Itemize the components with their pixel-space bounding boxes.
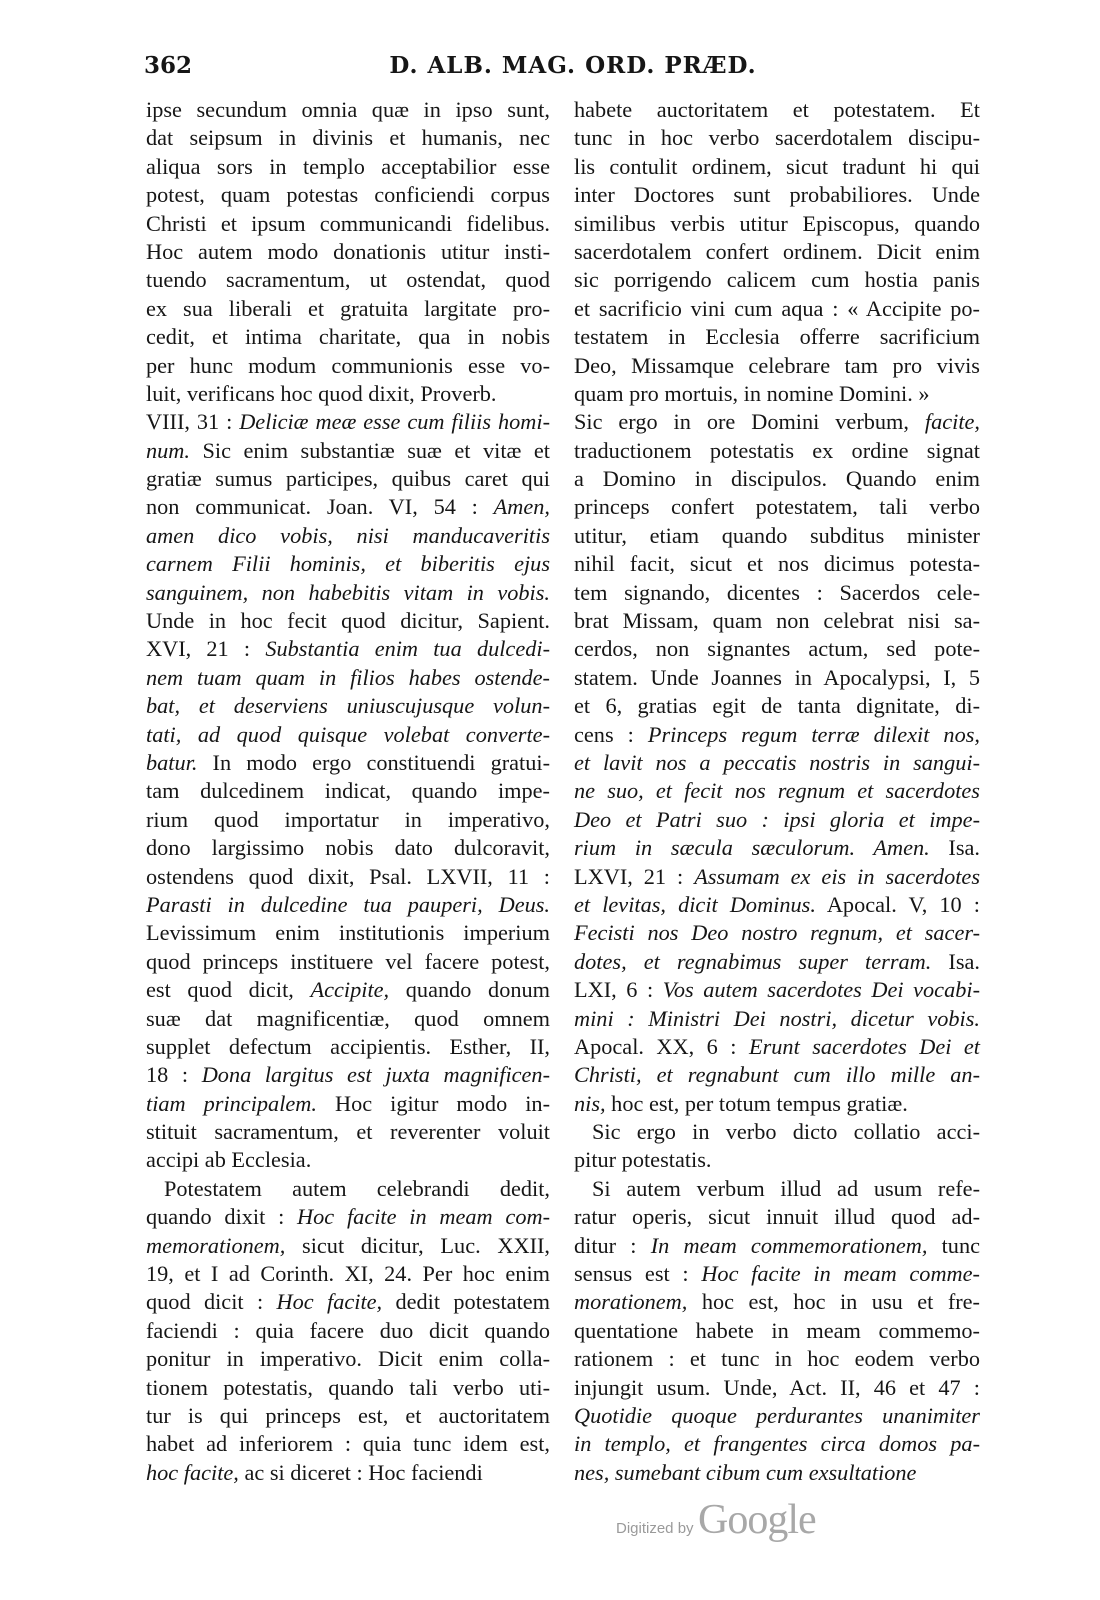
text-run: gratiæ sumus participes, quibus caret qui xyxy=(146,466,550,492)
text-run: aliqua sors in templo acceptabilior esse xyxy=(146,153,550,179)
text-run: sacerdotalem confert ordinem. Dicit enim xyxy=(574,238,980,264)
text-line xyxy=(574,664,980,692)
text-line xyxy=(574,1288,980,1316)
text-line xyxy=(146,1260,550,1288)
text-run: quam pro mortuis, in nomine Domini. » xyxy=(574,380,930,406)
text-line xyxy=(574,437,980,465)
text-line xyxy=(146,210,550,238)
text-line xyxy=(574,323,980,351)
italic-quotation: dotes, et regnabimus super terram. xyxy=(574,948,932,974)
italic-quotation: in templo, et frangentes circa domos pa- xyxy=(574,1431,980,1457)
text-line xyxy=(574,1203,980,1231)
text-line xyxy=(574,1232,980,1260)
text-line xyxy=(146,919,550,947)
text-line xyxy=(574,408,980,436)
text-run: inter Doctores sunt probabiliores. Unde xyxy=(574,182,980,208)
text-run: sicut dicitur, Luc. XXII, xyxy=(285,1232,550,1258)
text-run: cedit, et intima charitate, qua in nobis xyxy=(146,324,550,350)
text-run: testatem in Ecclesia offerre sacrificium xyxy=(574,324,980,350)
text-line xyxy=(146,323,550,351)
text-line xyxy=(146,891,550,919)
text-line xyxy=(146,1317,550,1345)
italic-quotation: memorationem, xyxy=(146,1232,286,1258)
text-run: XVI, 21 : xyxy=(146,636,266,662)
text-line xyxy=(574,1005,980,1033)
text-line xyxy=(146,1203,550,1231)
text-run: luit, verificans hoc quod dixit, Proverb. xyxy=(146,380,497,406)
text-line xyxy=(146,1033,550,1061)
text-line xyxy=(574,692,980,720)
text-line xyxy=(146,1402,550,1430)
italic-quotation: Fecisti nos Deo nostro regnum, et sacer- xyxy=(574,920,980,946)
text-line xyxy=(574,550,980,578)
text-run: non communicat. Joan. VI, 54 : xyxy=(146,494,494,520)
text-run: et 6, gratias egit de tanta dignitate, di- xyxy=(574,693,980,719)
text-line xyxy=(574,721,980,749)
text-run: rium quod importatur in imperativo, xyxy=(146,806,550,832)
italic-quotation: Deo et Patri suo : ipsi gloria et impe- xyxy=(574,806,980,832)
text-line xyxy=(574,863,980,891)
text-line xyxy=(574,181,980,209)
text-run: tunc xyxy=(927,1232,980,1258)
text-line xyxy=(574,96,980,124)
italic-quotation: Deliciæ meæ esse cum filiis homi- xyxy=(239,409,550,435)
text-line xyxy=(146,238,550,266)
text-run: princeps confert potestatem, tali verbo xyxy=(574,494,980,520)
running-title: D. ALB. MAG. ORD. PRÆD. xyxy=(389,52,757,79)
google-logo: Google xyxy=(698,1497,816,1543)
text-line xyxy=(574,976,980,1004)
text-run: Deo, Missamque celebrare tam pro vivis xyxy=(574,352,980,378)
text-line xyxy=(574,124,980,152)
text-line xyxy=(574,493,980,521)
text-line xyxy=(146,692,550,720)
text-run: nihil facit, sicut et nos dicimus potesta- xyxy=(574,551,980,577)
text-run: sic porrigendo calicem cum hostia panis xyxy=(574,267,980,293)
text-run: ponitur in imperativo. Dicit enim colla- xyxy=(146,1346,550,1372)
text-line xyxy=(146,664,550,692)
text-run: utitur, etiam quando subditus minister xyxy=(574,522,980,548)
italic-quotation: Hoc facite, xyxy=(276,1289,383,1315)
italic-quotation: Erunt sacerdotes Dei et xyxy=(748,1033,980,1059)
text-run: Apocal. V, 10 : xyxy=(815,891,980,917)
text-line xyxy=(146,465,550,493)
text-line xyxy=(146,834,550,862)
text-line xyxy=(574,777,980,805)
italic-quotation: nis, xyxy=(574,1090,606,1116)
italic-quotation: et lavit nos a peccatis nostris in sangui- xyxy=(574,749,980,775)
text-run: ostendens quod dixit, Psal. LXVII, 11 : xyxy=(146,863,550,889)
text-line xyxy=(146,607,550,635)
text-run: Hoc autem modo donationis utitur insti- xyxy=(146,238,550,264)
text-line xyxy=(146,749,550,777)
text-run: Unde in hoc fecit quod dicitur, Sapient. xyxy=(146,608,550,634)
text-run: brat Missam, quam non celebrat nisi sa- xyxy=(574,608,980,634)
text-run: Potestatem autem celebrandi dedit, xyxy=(164,1175,550,1201)
text-run: hoc est, per totum tempus gratiæ. xyxy=(605,1090,908,1116)
text-line xyxy=(146,493,550,521)
text-line xyxy=(574,1061,980,1089)
text-run: quod princeps instituere vel facere potest, xyxy=(146,948,550,974)
text-run: rationem : et tunc in hoc eodem verbo xyxy=(574,1346,980,1372)
text-run: cens : xyxy=(574,721,648,747)
text-run: potest, quam potestas conficiendi corpus xyxy=(146,182,550,208)
text-run: pitur potestatis. xyxy=(574,1147,712,1173)
text-run: VIII, 31 : xyxy=(146,409,240,435)
text-run: In modo ergo constituendi gratui- xyxy=(197,749,550,775)
text-line xyxy=(574,1459,980,1487)
text-line xyxy=(574,238,980,266)
text-line xyxy=(574,380,980,408)
text-run: tionem potestatis, quando tali verbo uti- xyxy=(146,1374,550,1400)
italic-quotation: sanguinem, non habebitis vitam in vobis. xyxy=(146,579,550,605)
italic-quotation: ne suo, et fecit nos regnum et sacerdotes xyxy=(574,778,980,804)
text-line xyxy=(146,295,550,323)
text-run: supplet defectum accipientis. Esther, II, xyxy=(146,1033,550,1059)
text-run: accipi ab Ecclesia. xyxy=(146,1147,312,1173)
text-run: ditur : xyxy=(574,1232,651,1258)
text-run: per hunc modum communionis esse vo- xyxy=(146,352,550,378)
right-text-column xyxy=(574,96,980,1487)
text-line xyxy=(574,1146,980,1174)
italic-quotation: rium in sæcula sæculorum. Amen. xyxy=(574,835,930,861)
text-run: tem signando, dicentes : Sacerdos cele- xyxy=(574,579,980,605)
digitized-watermark xyxy=(616,1496,816,1546)
italic-quotation: facite, xyxy=(924,409,980,435)
text-line xyxy=(574,1402,980,1430)
text-line xyxy=(574,1430,980,1458)
italic-quotation: In meam commemorationem, xyxy=(650,1232,928,1258)
text-line xyxy=(146,522,550,550)
text-run: habete auctoritatem et potestatem. Et xyxy=(574,97,980,122)
text-run: injungit usum. Unde, Act. II, 46 et 47 : xyxy=(574,1374,980,1400)
text-run: Si autem verbum illud ad usum refe- xyxy=(592,1175,980,1201)
text-line xyxy=(146,1288,550,1316)
text-run: tuendo sacramentum, ut ostendat, quod xyxy=(146,267,550,293)
text-line xyxy=(574,352,980,380)
italic-quotation: morationem, xyxy=(574,1289,688,1315)
text-run: dat seipsum in divinis et humanis, nec xyxy=(146,125,550,151)
text-line xyxy=(146,380,550,408)
text-line xyxy=(146,976,550,1004)
text-run: a Domino in discipulos. Quando enim xyxy=(574,466,980,492)
text-run: dono largissimo nobis dato dulcoravit, xyxy=(146,835,550,861)
text-run: sensus est : xyxy=(574,1261,702,1287)
text-line xyxy=(146,153,550,181)
italic-quotation: Substantia enim tua dulcedi- xyxy=(265,636,550,662)
left-text-column xyxy=(146,96,550,1487)
text-run: LXVI, 21 : xyxy=(574,863,695,889)
text-line xyxy=(146,948,550,976)
text-run: ratur operis, sicut innuit illud quod ad- xyxy=(574,1204,980,1230)
italic-quotation: nes, sumebant cibum cum exsultatione xyxy=(574,1459,917,1485)
text-run: habet ad inferiorem : quia tunc idem est, xyxy=(146,1431,550,1457)
text-line xyxy=(574,266,980,294)
text-line xyxy=(146,352,550,380)
text-line xyxy=(574,948,980,976)
text-run: tunc in hoc verbo sacerdotalem discipu- xyxy=(574,125,980,151)
italic-quotation: et levitas, dicit Dominus. xyxy=(574,891,816,917)
text-line xyxy=(146,721,550,749)
text-run: ipse secundum omnia quæ in ipso sunt, xyxy=(146,97,550,122)
text-run: cerdos, non signantes actum, sed pote- xyxy=(574,636,980,662)
italic-quotation: Hoc facite in meam com- xyxy=(297,1204,550,1230)
text-run: tur is qui princeps est, et auctoritatem xyxy=(146,1402,550,1428)
italic-quotation: Assumam ex eis in sacerdotes xyxy=(694,863,980,889)
italic-quotation: mini : Ministri Dei nostri, dicetur vobis. xyxy=(574,1005,980,1031)
italic-quotation: tiam principalem. xyxy=(146,1090,317,1116)
italic-quotation: hoc facite, xyxy=(146,1459,239,1485)
page-number: 362 xyxy=(144,52,193,79)
text-run: Christi et ipsum communicandi fidelibus. xyxy=(146,210,550,236)
text-run: LXI, 6 : xyxy=(574,977,663,1003)
italic-quotation: bat, et deserviens uniuscujusque volun- xyxy=(146,693,550,719)
text-line xyxy=(574,153,980,181)
text-line xyxy=(146,1345,550,1373)
text-line xyxy=(574,1345,980,1373)
text-run: faciendi : quia facere duo dicit quando xyxy=(146,1317,550,1343)
text-line xyxy=(574,891,980,919)
text-line xyxy=(574,1090,980,1118)
text-line xyxy=(574,834,980,862)
text-run: est quod dicit, xyxy=(146,977,311,1003)
text-line xyxy=(146,1146,550,1174)
text-run: Apocal. XX, 6 : xyxy=(574,1033,749,1059)
text-run: Sic enim substantiæ suæ et vitæ et xyxy=(189,437,550,463)
text-line xyxy=(574,1118,980,1146)
text-line xyxy=(574,1260,980,1288)
italic-quotation: Parasti in dulcedine tua pauperi, Deus. xyxy=(146,891,550,917)
italic-quotation: Vos autem sacerdotes Dei vocabi- xyxy=(662,977,980,1003)
text-line xyxy=(146,777,550,805)
text-run: hoc est, hoc in usu et fre- xyxy=(687,1289,980,1315)
italic-quotation: Christi, et regnabunt cum illo mille an- xyxy=(574,1062,980,1088)
italic-quotation: num. xyxy=(146,437,190,463)
text-line xyxy=(146,408,550,436)
text-run: quentatione habete in meam commemo- xyxy=(574,1317,980,1343)
text-run: et sacrificio vini cum aqua : « Accipite po- xyxy=(574,295,980,321)
digitized-label: Digitized by xyxy=(616,1520,694,1537)
italic-quotation: amen dico vobis, nisi manducaveritis xyxy=(146,522,550,548)
text-line xyxy=(146,1090,550,1118)
text-run: quando dixit : xyxy=(146,1204,298,1230)
text-run: Isa. xyxy=(931,948,980,974)
text-run: quando donum xyxy=(389,977,550,1003)
text-line xyxy=(574,522,980,550)
text-run: ac si diceret : Hoc faciendi xyxy=(238,1459,483,1485)
text-line xyxy=(146,124,550,152)
text-line xyxy=(574,295,980,323)
text-run: dedit potestatem xyxy=(382,1289,550,1315)
text-line xyxy=(574,806,980,834)
text-run: 18 : xyxy=(146,1062,202,1088)
text-line xyxy=(146,550,550,578)
italic-quotation: Dona largitus est juxta magnificen- xyxy=(201,1062,551,1088)
text-line xyxy=(146,1232,550,1260)
text-line xyxy=(146,1061,550,1089)
text-line xyxy=(146,806,550,834)
italic-quotation: batur. xyxy=(146,749,198,775)
text-run: tam dulcedinem indicat, quando impe- xyxy=(146,778,550,804)
text-line xyxy=(574,749,980,777)
text-run: Sic ergo in verbo dicto collatio acci- xyxy=(592,1119,980,1145)
text-run: traductionem potestatis ex ordine signat xyxy=(574,437,980,463)
text-run: similibus verbis utitur Episcopus, quando xyxy=(574,210,980,236)
text-run: stituit sacramentum, et reverenter voluit xyxy=(146,1119,550,1145)
page-header xyxy=(144,52,982,88)
italic-quotation: Princeps regum terræ dilexit nos, xyxy=(647,721,980,747)
text-line xyxy=(574,1374,980,1402)
text-line xyxy=(574,1033,980,1061)
text-line xyxy=(146,437,550,465)
italic-quotation: Quotidie quoque perdurantes unanimiter xyxy=(574,1402,980,1428)
text-line xyxy=(574,465,980,493)
text-line xyxy=(574,579,980,607)
italic-quotation: Hoc facite in meam comme- xyxy=(701,1261,980,1287)
text-line xyxy=(146,1175,550,1203)
text-line xyxy=(146,181,550,209)
text-run: Levissimum enim institutionis imperium xyxy=(146,920,550,946)
text-line xyxy=(146,579,550,607)
text-run: Hoc igitur modo in- xyxy=(316,1090,550,1116)
text-run: Sic ergo in ore Domini verbum, xyxy=(574,409,925,435)
italic-quotation: carnem Filii hominis, et biberitis ejus xyxy=(146,551,550,577)
text-line xyxy=(146,1430,550,1458)
italic-quotation: Accipite, xyxy=(310,977,390,1003)
text-line xyxy=(146,266,550,294)
text-line xyxy=(574,607,980,635)
text-run: statem. Unde Joannes in Apocalypsi, I, 5 xyxy=(574,664,980,690)
text-run: suæ dat magnificentiæ, quod omnem xyxy=(146,1005,550,1031)
text-line xyxy=(574,1175,980,1203)
text-line xyxy=(146,635,550,663)
text-line xyxy=(146,1118,550,1146)
text-run: ex sua liberali et gratuita largitate pro- xyxy=(146,295,550,321)
text-line xyxy=(146,1005,550,1033)
text-line xyxy=(574,1317,980,1345)
italic-quotation: nem tuam quam in filios habes ostende- xyxy=(146,664,550,690)
text-line xyxy=(146,96,550,124)
text-run: quod dicit : xyxy=(146,1289,277,1315)
italic-quotation: Amen, xyxy=(493,494,550,520)
text-run: 19, et I ad Corinth. XI, 24. Per hoc enim xyxy=(146,1261,550,1287)
text-line xyxy=(146,1374,550,1402)
text-line xyxy=(574,919,980,947)
text-run: Isa. xyxy=(929,835,981,861)
text-line xyxy=(574,635,980,663)
italic-quotation: tati, ad quod quisque volebat converte- xyxy=(146,721,550,747)
text-line xyxy=(146,1459,550,1487)
text-line xyxy=(574,210,980,238)
text-run: lis contulit ordinem, sicut tradunt hi qui xyxy=(574,153,980,179)
text-line xyxy=(146,863,550,891)
